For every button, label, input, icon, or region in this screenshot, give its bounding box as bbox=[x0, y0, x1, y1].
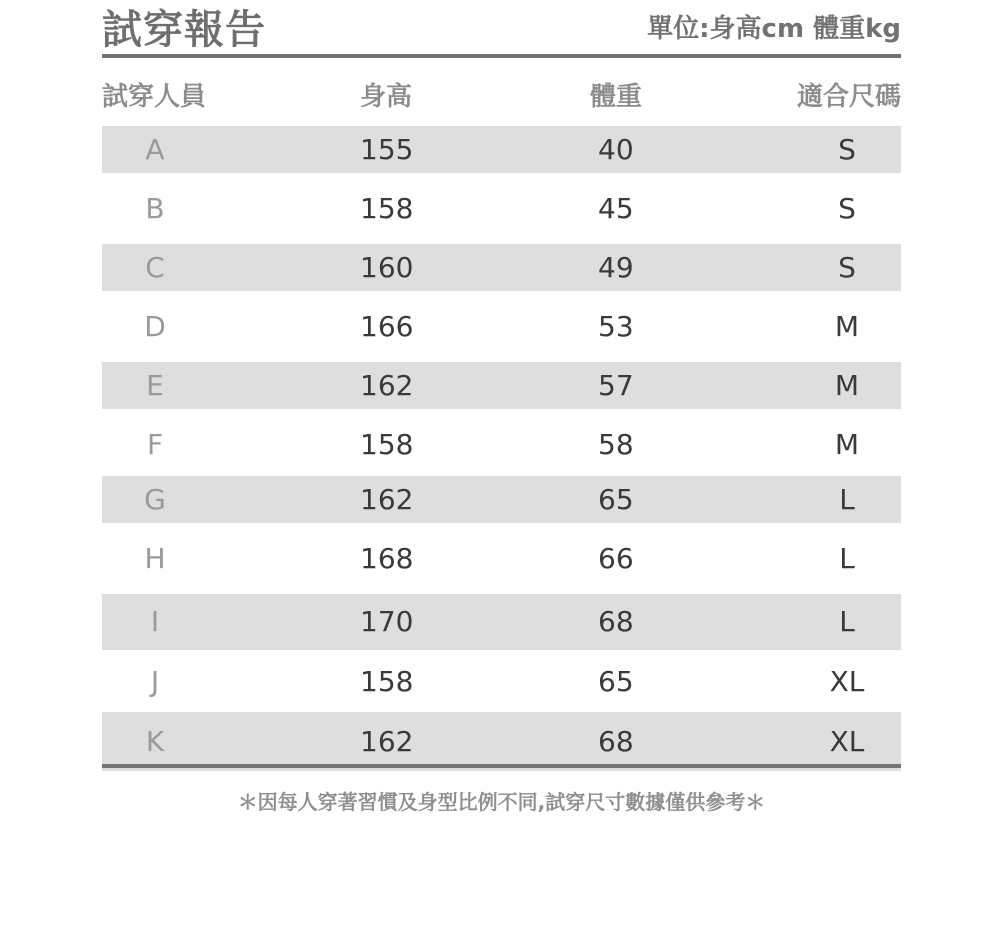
cell-person: E bbox=[146, 369, 164, 402]
cell-height: 166 bbox=[360, 310, 414, 343]
cell-size: S bbox=[838, 133, 856, 166]
cell-height: 162 bbox=[360, 483, 414, 516]
cell-height: 162 bbox=[360, 725, 414, 758]
table-header bbox=[102, 58, 901, 126]
unit-note: 單位:身高cm 體重kg bbox=[647, 14, 901, 44]
cell-size: XL bbox=[829, 665, 865, 698]
table-row bbox=[102, 362, 901, 409]
cell-person: I bbox=[150, 605, 160, 638]
fitting-report bbox=[102, 0, 901, 758]
footnote: ＊因每人穿著習慣及身型比例不同,試穿尺寸數據僅供參考＊ bbox=[237, 790, 766, 814]
cell-weight: 68 bbox=[598, 725, 634, 758]
cell-person: C bbox=[145, 251, 165, 284]
cell-size: L bbox=[839, 605, 855, 638]
table-row bbox=[102, 303, 901, 350]
cell-person: D bbox=[144, 310, 166, 343]
cell-size: L bbox=[839, 483, 855, 516]
cell-person: B bbox=[145, 192, 165, 225]
report-header bbox=[102, 0, 901, 58]
column-header-height: 身高 bbox=[360, 82, 413, 112]
column-header-person: 試穿人員 bbox=[102, 82, 207, 112]
cell-weight: 49 bbox=[598, 251, 634, 284]
cell-size: S bbox=[838, 251, 856, 284]
cell-weight: 57 bbox=[598, 369, 634, 402]
cell-weight: 65 bbox=[598, 665, 634, 698]
cell-person: J bbox=[150, 665, 160, 698]
cell-size: M bbox=[834, 428, 860, 461]
table-row bbox=[102, 535, 901, 582]
cell-person: G bbox=[144, 483, 166, 516]
column-header-size: 適合尺碼 bbox=[796, 82, 901, 112]
cell-size: L bbox=[839, 542, 855, 575]
column-header-weight: 體重 bbox=[590, 82, 643, 112]
report-title: 試穿報告 bbox=[102, 7, 266, 53]
cell-person: H bbox=[144, 542, 166, 575]
cell-weight: 66 bbox=[598, 542, 634, 575]
cell-weight: 65 bbox=[598, 483, 634, 516]
table-row bbox=[102, 185, 901, 232]
cell-weight: 53 bbox=[598, 310, 634, 343]
cell-size: M bbox=[834, 369, 860, 402]
cell-weight: 58 bbox=[598, 428, 634, 461]
cell-person: K bbox=[145, 725, 165, 758]
table-row bbox=[102, 653, 901, 700]
cell-size: M bbox=[834, 310, 860, 343]
cell-height: 162 bbox=[360, 369, 414, 402]
cell-height: 168 bbox=[360, 542, 414, 575]
cell-height: 158 bbox=[360, 192, 414, 225]
cell-height: 158 bbox=[360, 665, 414, 698]
table-row bbox=[102, 126, 901, 173]
cell-height: 160 bbox=[360, 251, 414, 284]
cell-height: 158 bbox=[360, 428, 414, 461]
cell-weight: 68 bbox=[598, 605, 634, 638]
table-row bbox=[102, 712, 901, 771]
cell-person: A bbox=[145, 133, 165, 166]
cell-size: XL bbox=[829, 725, 865, 758]
cell-weight: 45 bbox=[598, 192, 634, 225]
cell-size: S bbox=[838, 192, 856, 225]
cell-person: F bbox=[146, 428, 164, 461]
table-row bbox=[102, 244, 901, 291]
table-row bbox=[102, 594, 901, 650]
table-row bbox=[102, 421, 901, 468]
cell-weight: 40 bbox=[598, 133, 634, 166]
table-bottom-rule bbox=[102, 764, 901, 768]
table-row bbox=[102, 476, 901, 523]
cell-height: 155 bbox=[360, 133, 414, 166]
cell-height: 170 bbox=[360, 605, 414, 638]
